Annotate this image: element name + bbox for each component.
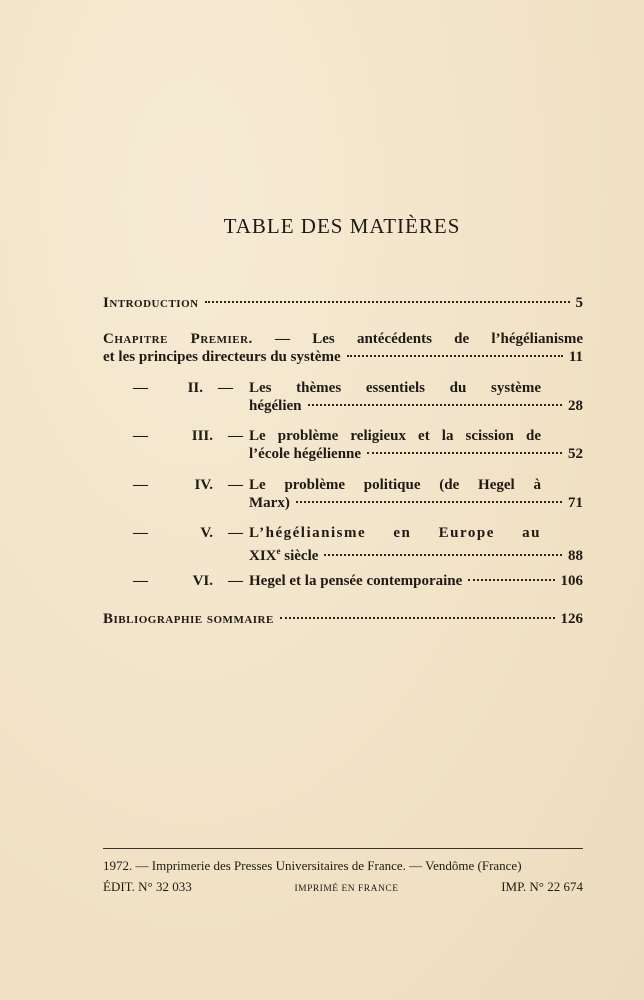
toc-page-number: 88 — [568, 548, 583, 564]
page-title: TABLE DES MATIÈRES — [223, 214, 461, 238]
chapter-title: L’hégélianisme en Europe au — [249, 525, 541, 541]
dot-leader — [296, 501, 562, 503]
chapter-title-cont: l’école hégélienne — [249, 446, 362, 462]
toc-entry-chapter-3[interactable] — [103, 427, 583, 463]
chapter-title-line — [249, 572, 583, 590]
separator-dash: — — [228, 573, 243, 589]
chapter-title-line-2 — [249, 494, 583, 512]
chapter-title: — Les antécédents de l’hégélianisme — [252, 331, 584, 347]
imprint-text: 1972. — Imprimerie des Presses Universitaires de France. — Vendôme (France) — [103, 858, 522, 873]
dot-leader — [280, 617, 555, 619]
ditto-dash: — — [133, 477, 148, 493]
edition-line — [103, 879, 583, 895]
separator-dash: — — [218, 380, 233, 396]
toc-page-number: 11 — [568, 349, 583, 365]
chapter-title: Hegel et la pensée contemporaine — [249, 573, 463, 589]
imprint-line — [103, 858, 583, 874]
toc-label: Bibliographie sommaire — [103, 611, 274, 627]
ditto-dash: — — [133, 380, 148, 396]
chapter-number: IV. — [194, 477, 213, 493]
chapter-title: Les thèmes essentiels du système — [249, 380, 541, 396]
toc-entry-chapter-5[interactable] — [103, 524, 583, 564]
toc-page-number: 71 — [568, 495, 583, 511]
century-numeral: XIX — [249, 548, 277, 564]
edition-number: ÉDIT. N° 32 033 — [103, 879, 192, 894]
toc-page-number: 5 — [575, 295, 583, 311]
toc-entry-chapter-1[interactable] — [103, 330, 583, 348]
toc-entry-chapter-1-line-2[interactable] — [103, 348, 583, 366]
century-word: siècle — [280, 548, 319, 564]
superscript: e — [276, 546, 281, 556]
chapter-title-cont: hégélien — [249, 398, 302, 414]
ditto-dash: — — [133, 428, 148, 444]
separator-dash: — — [228, 428, 243, 444]
toc-page-number: 126 — [560, 611, 583, 627]
chapter-title-line-2 — [249, 542, 583, 565]
chapter-title: Le problème politique (de Hegel à — [249, 477, 541, 493]
chapter-label: Chapitre Premier. — [103, 331, 253, 347]
toc-entry-chapter-4[interactable] — [103, 476, 583, 512]
toc-page-number: 106 — [560, 573, 583, 589]
toc-page-number: 28 — [568, 398, 583, 414]
toc-entry-text-line-1 — [103, 330, 583, 348]
chapter-title-line-2 — [249, 445, 583, 463]
toc-entry-introduction[interactable] — [103, 294, 583, 312]
toc-page-number: 52 — [568, 446, 583, 462]
ditto-dash: — — [133, 525, 148, 541]
dot-leader — [367, 452, 562, 454]
dot-leader — [468, 579, 554, 581]
chapter-number: II. — [187, 380, 203, 396]
toc-entry-bibliography[interactable] — [103, 610, 583, 628]
dot-leader — [308, 404, 563, 406]
chapter-number: III. — [191, 428, 213, 444]
dot-leader — [347, 355, 563, 357]
chapter-title-line-2 — [249, 397, 583, 415]
footer-rule — [103, 848, 583, 849]
printed-in-france: IMPRIMÉ EN FRANCE — [294, 884, 399, 894]
chapter-number: V. — [200, 525, 213, 541]
dot-leader — [205, 301, 570, 303]
dot-leader — [324, 554, 562, 556]
toc-entry-chapter-2[interactable] — [103, 379, 583, 415]
separator-dash: — — [228, 525, 243, 541]
chapter-title-cont: Marx) — [249, 495, 290, 511]
chapter-number: VI. — [192, 573, 213, 589]
toc-entry-chapter-6[interactable] — [103, 572, 583, 590]
chapter-title-cont: et les principes directeurs du système — [103, 349, 341, 365]
impression-number: IMP. N° 22 674 — [501, 879, 583, 894]
chapter-title-cont — [249, 542, 318, 565]
separator-dash: — — [228, 477, 243, 493]
chapter-title: Le problème religieux et la scission de — [249, 428, 541, 444]
toc-label: Introduction — [103, 295, 199, 311]
ditto-dash: — — [133, 573, 148, 589]
